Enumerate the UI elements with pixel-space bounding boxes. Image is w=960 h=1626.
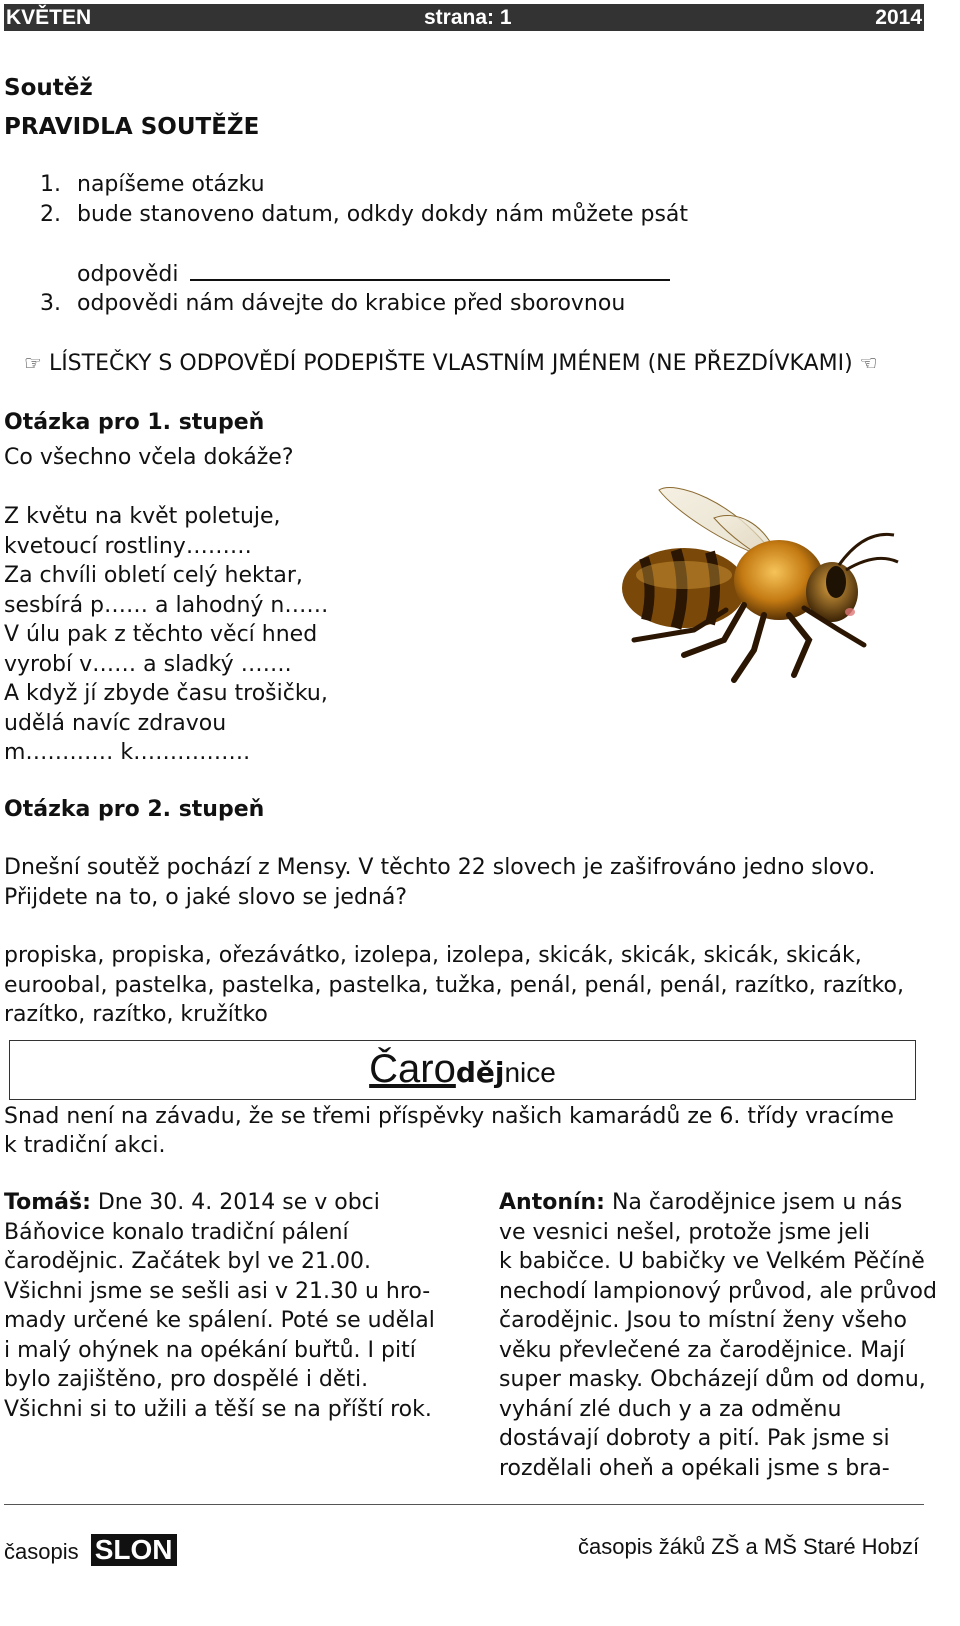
poem-line: V úlu pak z těchto věcí hned — [4, 622, 318, 647]
q2-intro-line: Přijdete na to, o jaké slovo se jedná? — [4, 885, 408, 910]
rule-number: 3. — [40, 291, 61, 316]
author-name: Tomáš: — [4, 1190, 91, 1215]
q1-poem — [4, 502, 328, 768]
author-name: Antonín: — [499, 1190, 605, 1215]
contest-heading: Soutěž — [4, 75, 93, 101]
poem-line: vyrobí v…… a sladký ……. — [4, 651, 292, 677]
pointing-hand-icon: ☞ — [24, 351, 42, 375]
footer-magazine-label: časopis — [4, 1539, 79, 1564]
witches-title-box — [9, 1040, 916, 1100]
q2-words-line: propiska, propiska, ořezávátko, izolepa, izolepa, skicák, skicák, skicák, skicák, — [4, 943, 862, 968]
q2-words-line: razítko, razítko, kružítko — [4, 1002, 268, 1027]
answer-blank-line — [190, 261, 670, 281]
slon-logo: SLON — [91, 1534, 177, 1566]
witches-title: Čarodějnice — [369, 1047, 556, 1091]
poem-line: kvetoucí rostliny……… — [4, 533, 252, 559]
pointing-hand-icon: ☜ — [859, 351, 878, 375]
header-month: KVĚTEN — [6, 6, 92, 29]
poem-line: Z květu na květ poletuje, — [4, 504, 281, 529]
rule-number: 2. — [40, 202, 61, 227]
footer-divider — [4, 1504, 924, 1505]
article-antonin: Antonín: Na čarodějnice jsem u nás ve vesnici nešel, protože jsme jeli k babičce. U babičky ve Velkém Pěčíně nechodí lampionový průvod, ale průvod čarodějnic. Jsou to místní ženy všeho věku převlečené za čarodějnice. Mají super masky. Obcházejí dům od domu, vyhání zlé duch y a za odměnu dostávají dobroty a pití. Pak jsme si rozdělali oheň a opékali jsme s bra- — [499, 1190, 937, 1481]
header-page-number: strana: 1 — [424, 6, 512, 29]
bee-stripe — [710, 552, 715, 624]
poem-line: A když jí zbyde času trošičku, — [4, 681, 328, 706]
bee-leg — [789, 615, 809, 675]
bee-antenna — [846, 558, 898, 570]
page-header — [4, 4, 924, 31]
witches-intro-line: k tradiční akci. — [4, 1133, 166, 1158]
header-year: 2014 — [875, 6, 922, 29]
poem-line: Za chvíli obletí celý hektar, — [4, 563, 303, 588]
rule-number: 1. — [40, 172, 61, 197]
q2-intro-line: Dnešní soutěž pochází z Mensy. V těchto 22 slovech je zašifrováno jedno slovo. — [4, 855, 876, 880]
q1-question: Co všechno včela dokáže? — [4, 445, 294, 470]
rule-text: napíšeme otázku — [77, 172, 265, 197]
rule-text: odpovědi nám dávejte do krabice před sborovnou — [77, 291, 626, 316]
witches-intro-line: Snad není na závadu, že se třemi příspěvky našich kamarádů ze 6. třídy vracíme — [4, 1104, 894, 1129]
poem-line: udělá navíc zdravou — [4, 710, 227, 736]
q1-heading: Otázka pro 1. stupeň — [4, 410, 265, 435]
rules-heading: PRAVIDLA SOUTĚŽE — [4, 114, 260, 140]
footer-right: časopis žáků ZŠ a MŠ Staré Hobzí — [578, 1534, 920, 1559]
bee-leg — [734, 615, 764, 680]
footer-left — [4, 1534, 177, 1566]
bee-illustration — [614, 480, 904, 690]
rule-text: bude stanoveno datum, odkdy dokdy nám můžete psát — [77, 202, 689, 227]
poem-line: sesbírá p…… a lahodný n…… — [4, 592, 329, 618]
q2-heading: Otázka pro 2. stupeň — [4, 797, 265, 822]
article-tomas: Tomáš: Dne 30. 4. 2014 se v obci Báňovice konalo tradiční pálení čarodějnic. Začátek byl ve 21.00. Všichni jsme se sešli asi v 21.30 u hro- mady určené ke spálení. Poté se udělal i malý ohýnek na opékání buřtů. I pití bylo zajištěno, pro dospělé i děti. Všichni si to užili a těší se na příští rok. — [4, 1190, 435, 1422]
rule-text: odpovědi — [77, 261, 670, 287]
signature-notice — [24, 348, 878, 379]
notice-text: LÍSTEČKY S ODPOVĚDÍ PODEPIŠTE VLASTNÍM JMÉNEM (NE PŘEZDÍVKAMI) — [48, 351, 853, 376]
q2-words-line: euroobal, pastelka, pastelka, pastelka, tužka, penál, penál, penál, razítko, razítko, — [4, 973, 904, 998]
poem-line: m………… k……………. — [4, 740, 251, 765]
